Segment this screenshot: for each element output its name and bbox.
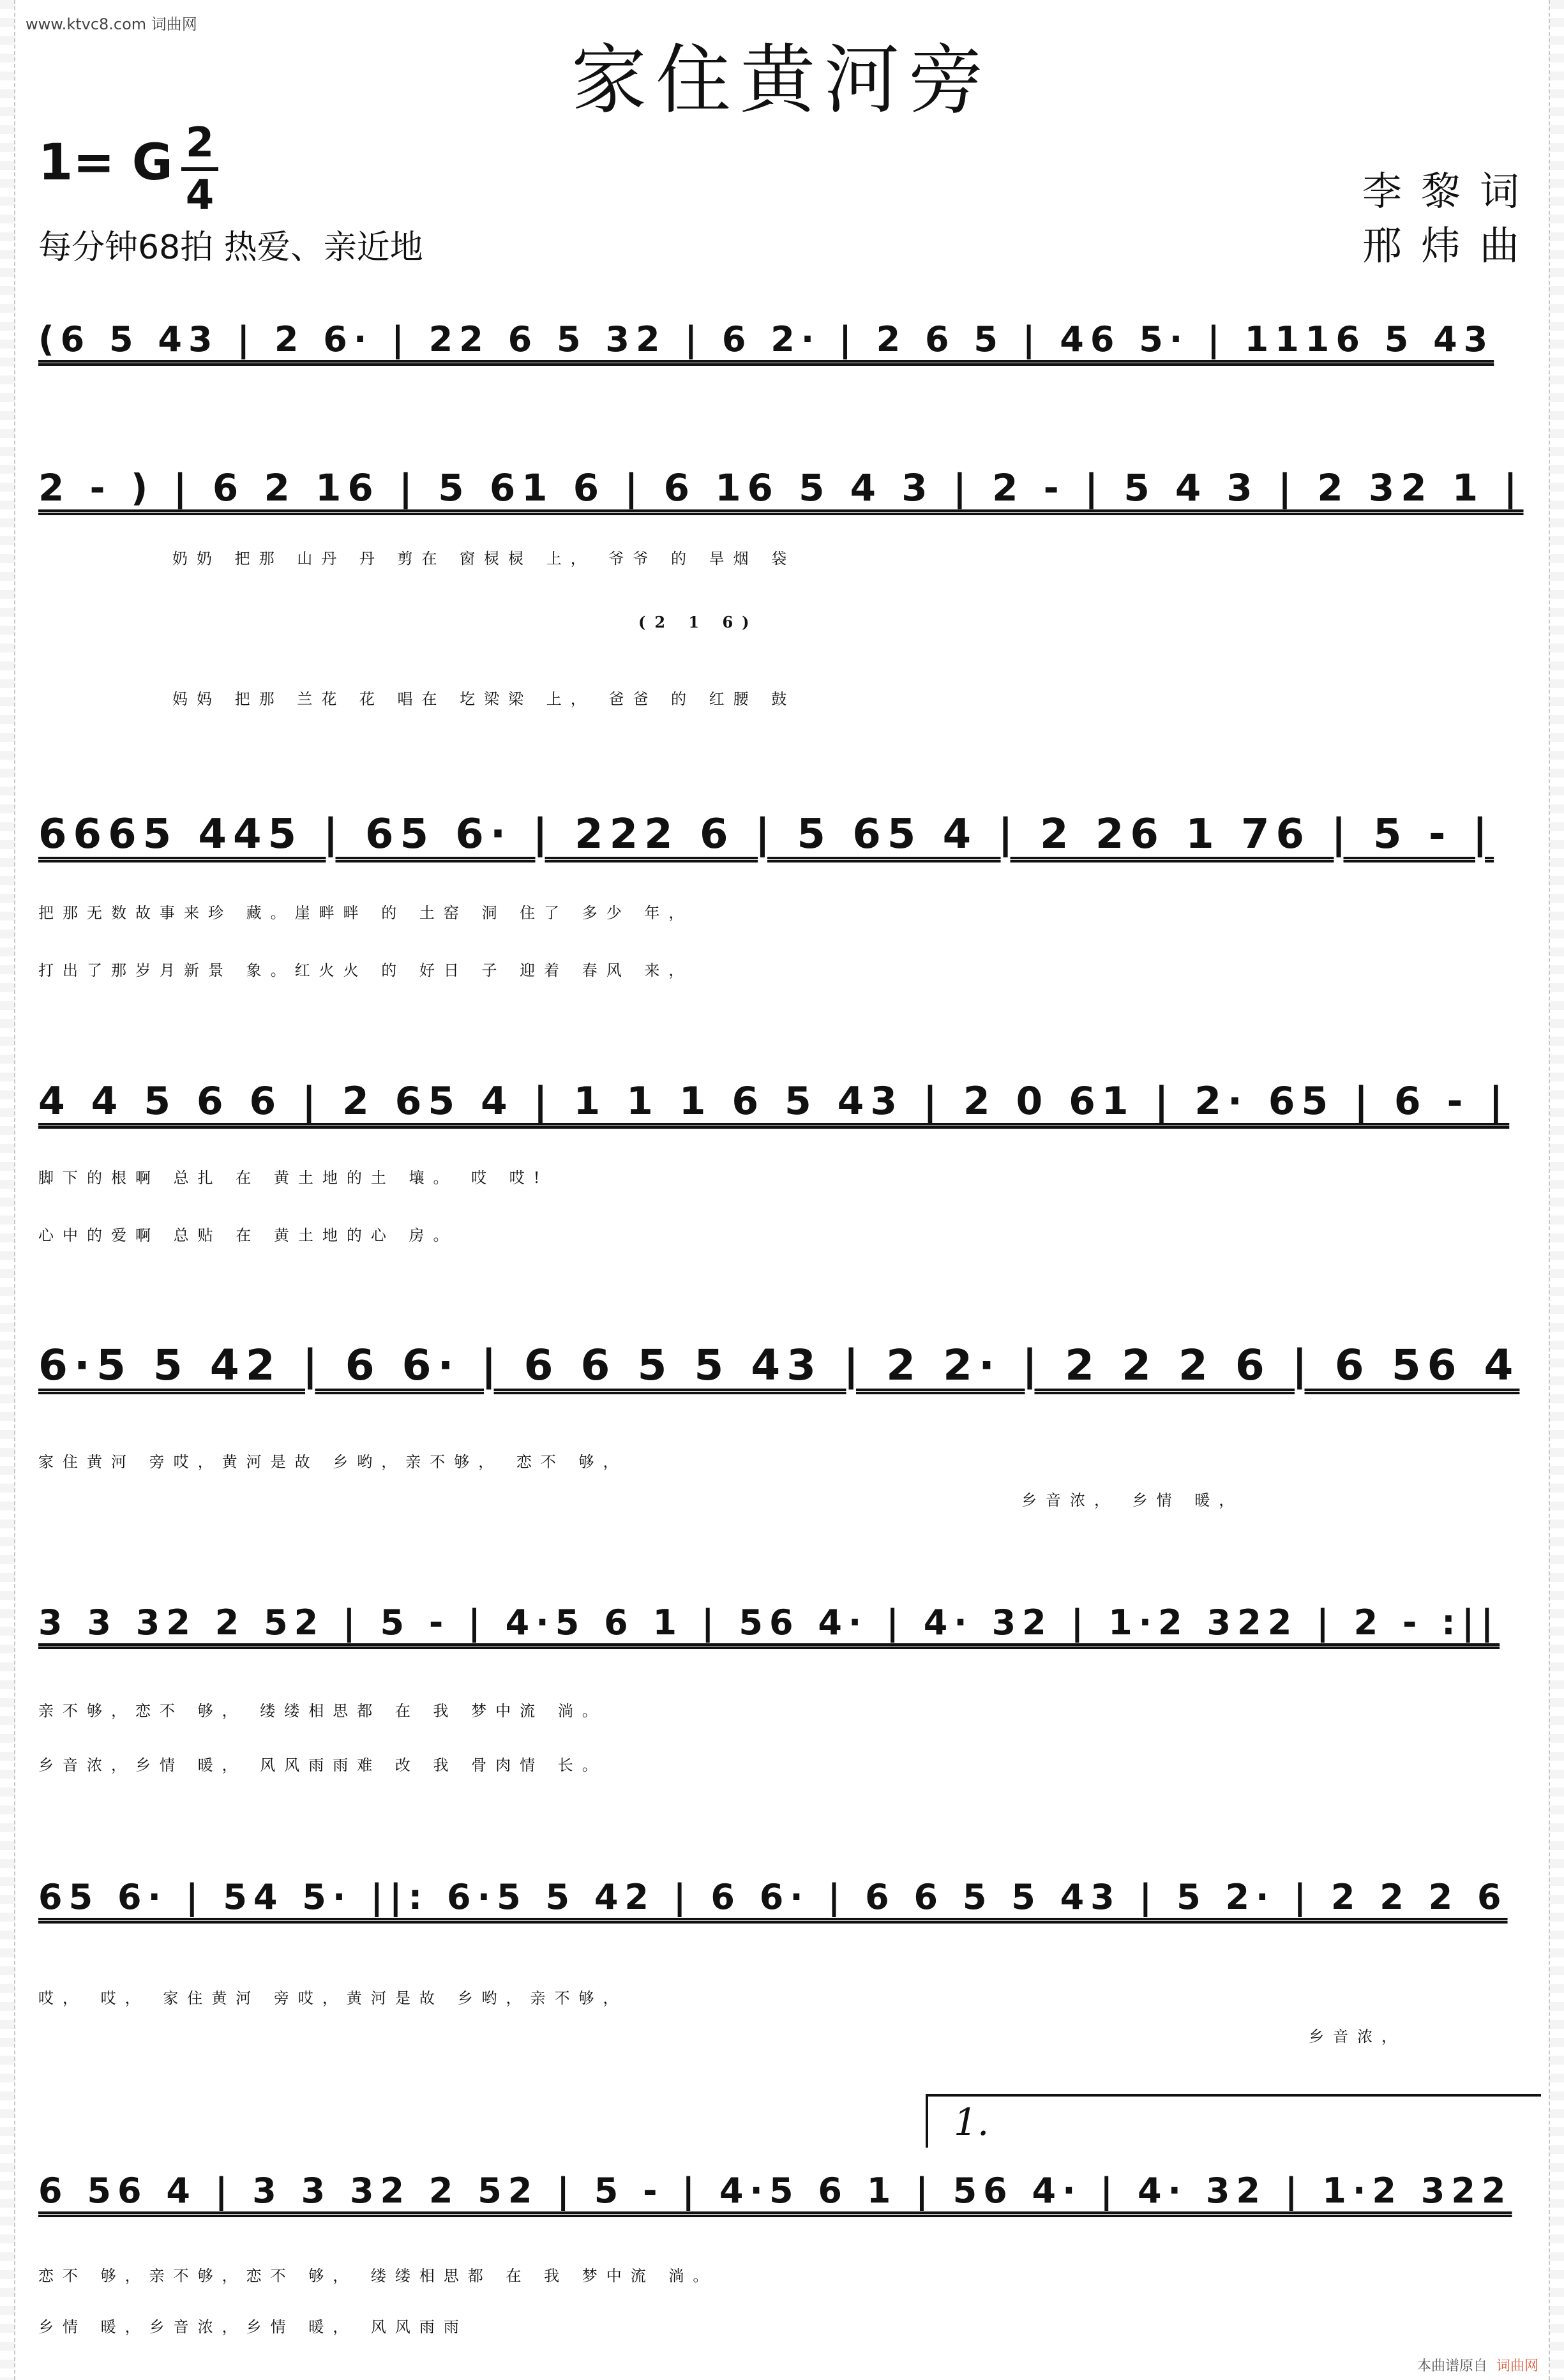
score-line-1	[32, 306, 1538, 415]
notation: 6665 445 | 65 6· | 222 6 | 5 65 4 | 2 26 1 76 | 5 - |	[38, 811, 1494, 858]
lyric-verse-2: 打出了那岁月新景 象。红火火 的 好日 子 迎着 春风 来，	[38, 961, 693, 979]
lyric-verse-2: 乡情 暖，乡音浓，乡情 暖， 风风雨雨	[38, 2318, 468, 2336]
score-line-7	[32, 1864, 1538, 1973]
site-watermark: www.ktvc8.com 词曲网	[26, 15, 197, 33]
notation: 3 3 32 2 52 | 5 - | 4·5 6 1 | 56 4· | 4· 32 | 1·2 322 | 2 - :||	[38, 1602, 1500, 1643]
lyric-verse-2: 乡音浓，	[1309, 2028, 1406, 2045]
lyric-verse-2: 妈妈 把那 兰花 花 唱在 圪梁梁 上， 爸爸 的 红腰 鼓	[172, 690, 796, 708]
footer-source: 本曲谱原自	[1417, 2358, 1487, 2374]
footer-logo: 词曲网	[1496, 2358, 1538, 2374]
notation: (6 5 43 | 2 6· | 22 6 5 32 | 6 2· | 2 6 5 | 46 5· | 1116 5 43	[38, 319, 1494, 359]
lyricist-credit: 李黎词	[1362, 168, 1538, 215]
lyric-verse-2: 乡音浓，乡情 暖， 风风雨雨难 改 我 骨肉情 长。	[38, 1756, 606, 1774]
lyric-verse-1: 恋不 够，亲不够，恋不 够， 缕缕相思都 在 我 梦中流 淌。	[38, 2267, 718, 2285]
lyric-verse-1: 家住黄河 旁哎，黄河是故 乡哟，亲不够， 恋不 够，	[38, 1453, 628, 1471]
left-page-border	[0, 0, 15, 2380]
score-line-4	[32, 1066, 1538, 1175]
lyric-verse-2: 心中的爱啊 总贴 在 黄土地的心 房。	[38, 1226, 458, 1244]
tempo-marking: 每分钟68拍 热爱、亲近地	[38, 229, 423, 267]
composer-credit: 邢炜曲	[1362, 222, 1538, 269]
notation: 6 56 4 | 3 3 32 2 52 | 5 - | 4·5 6 1 | 56 4· | 4· 32 | 1·2 322	[38, 2171, 1512, 2211]
lyric-verse-2: 乡音浓， 乡情 暖，	[1021, 1491, 1244, 1509]
time-signature	[181, 121, 218, 217]
notation: 6·5 5 42 | 6 6· | 6 6 5 5 43 | 2 2· | 2 2 2 6 | 6 56 4	[38, 1341, 1520, 1390]
key-signature: 1= G	[38, 134, 173, 192]
notation: 2 - ) | 6 2 16 | 5 61 6 | 6 16 5 4 3 | 2 - | 5 4 3 | 2 32 1 |	[38, 466, 1524, 509]
lyric-verse-1: 亲不够，恋不 够， 缕缕相思都 在 我 梦中流 淌。	[38, 1702, 606, 1720]
notation: 65 6· | 54 5· ||: 6·5 5 42 | 6 6· | 6 6 5 5 43 | 5 2· | 2 2 2 6	[38, 1877, 1508, 1917]
notation: 4 4 5 6 6 | 2 65 4 | 1 1 1 6 5 43 | 2 0 61 | 2· 65 | 6 - |	[38, 1079, 1510, 1124]
right-page-border	[1549, 0, 1564, 2380]
lyric-variant-notes: (2 1 6)	[638, 613, 758, 631]
first-ending-bracket	[926, 2094, 1541, 2148]
time-numerator: 2	[185, 119, 214, 167]
score-line-6	[32, 1590, 1538, 1698]
lyric-verse-1: 奶奶 把那 山丹 丹 剪在 窗棂棂 上， 爷爷 的 旱烟 袋	[172, 550, 796, 568]
score-line-3	[32, 798, 1538, 907]
lyric-verse-1: 脚下的根啊 总扎 在 黄土地的土 壤。 哎 哎!	[38, 1169, 549, 1187]
volta-label: 1.	[954, 2100, 989, 2144]
time-denominator: 4	[185, 172, 214, 219]
lyric-verse-1: 把那无数故事来珍 藏。崖畔畔 的 土窑 洞 住了 多少 年，	[38, 904, 693, 922]
score-line-8	[32, 2158, 1538, 2266]
score-line-5	[32, 1328, 1538, 1436]
lyric-verse-1: 哎， 哎， 家住黄河 旁哎，黄河是故 乡哟，亲不够，	[38, 1989, 628, 2007]
fraction-bar	[181, 167, 218, 171]
song-title: 家住黄河旁	[571, 36, 993, 124]
